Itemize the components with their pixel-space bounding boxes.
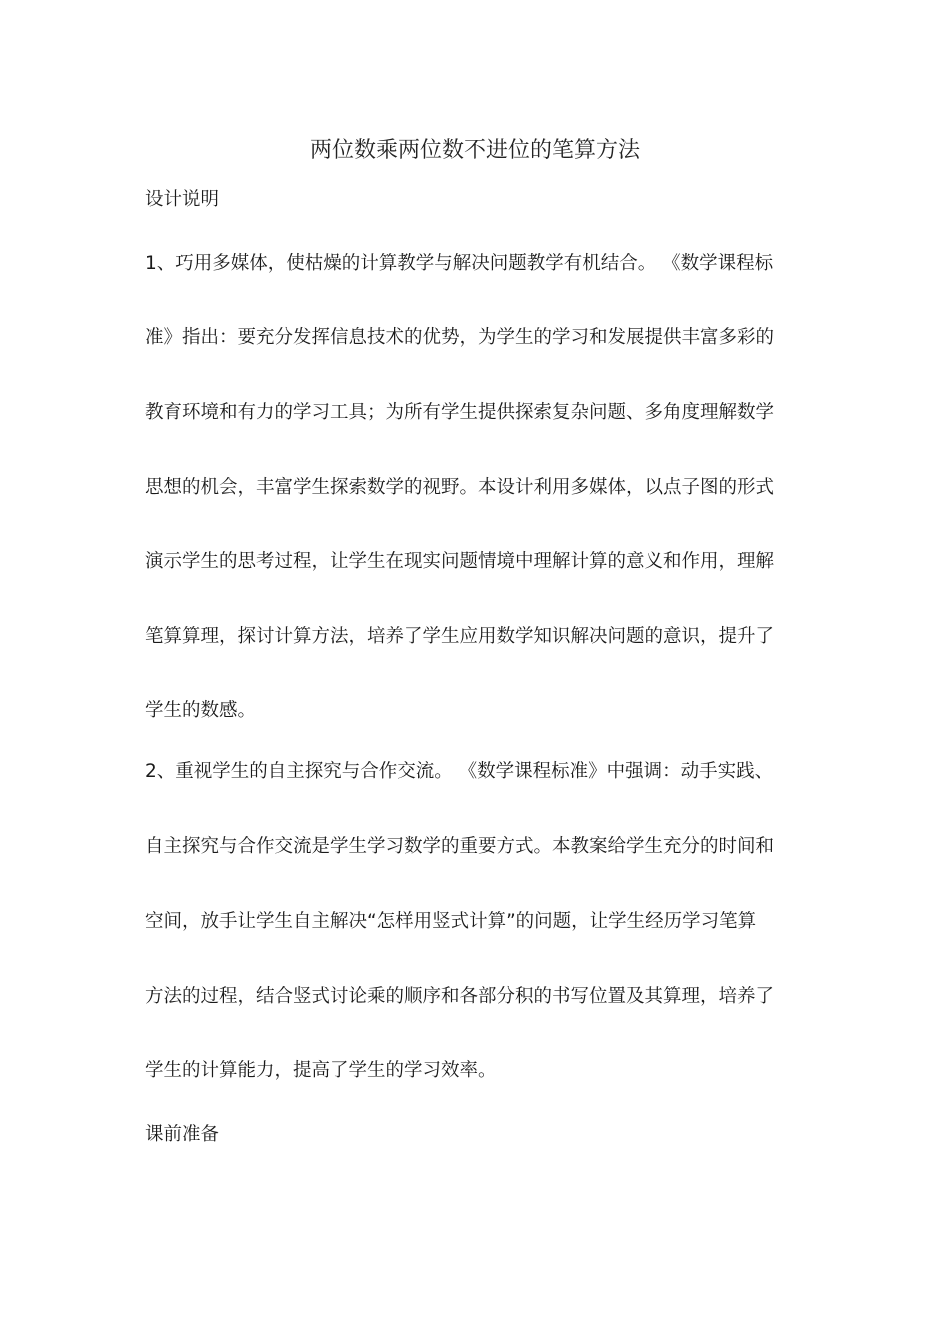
- paragraph1-line: 1、巧用多媒体，使枯燥的计算教学与解决问题教学有机结合。 《数学课程标: [145, 253, 774, 274]
- paragraph2-line: 学生的计算能力，提高了学生的学习效率。: [145, 1060, 497, 1081]
- paragraph2-line: 方法的过程，结合竖式讨论乘的顺序和各部分积的书写位置及其算理，培养了: [145, 986, 775, 1007]
- heading-design-notes: 设计说明: [145, 189, 220, 210]
- paragraph1-line: 教育环境和有力的学习工具；为所有学生提供探索复杂问题、多角度理解数学: [145, 402, 775, 423]
- paragraph1-line: 学生的数感。: [145, 700, 257, 721]
- heading-preparation: 课前准备: [145, 1124, 220, 1145]
- paragraph1-line: 演示学生的思考过程，让学生在现实问题情境中理解计算的意义和作用，理解: [145, 551, 775, 572]
- document-title: 两位数乘两位数不进位的笔算方法: [309, 138, 640, 163]
- paragraph1-line: 笔算算理，探讨计算方法，培养了学生应用数学知识解决问题的意识，提升了: [145, 626, 775, 647]
- paragraph1-line: 思想的机会，丰富学生探索数学的视野。本设计利用多媒体，以点子图的形式: [145, 477, 775, 498]
- paragraph1-line: 准》指出：要充分发挥信息技术的优势，为学生的学习和发展提供丰富多彩的: [145, 327, 775, 348]
- paragraph2-line: 空间，放手让学生自主解决“怎样用竖式计算”的问题，让学生经历学习笔算: [145, 911, 757, 932]
- paragraph2-line: 自主探究与合作交流是学生学习数学的重要方式。本教案给学生充分的时间和: [145, 836, 775, 857]
- paragraph2-line: 2、重视学生的自主探究与合作交流。 《数学课程标准》中强调：动手实践、: [145, 761, 774, 782]
